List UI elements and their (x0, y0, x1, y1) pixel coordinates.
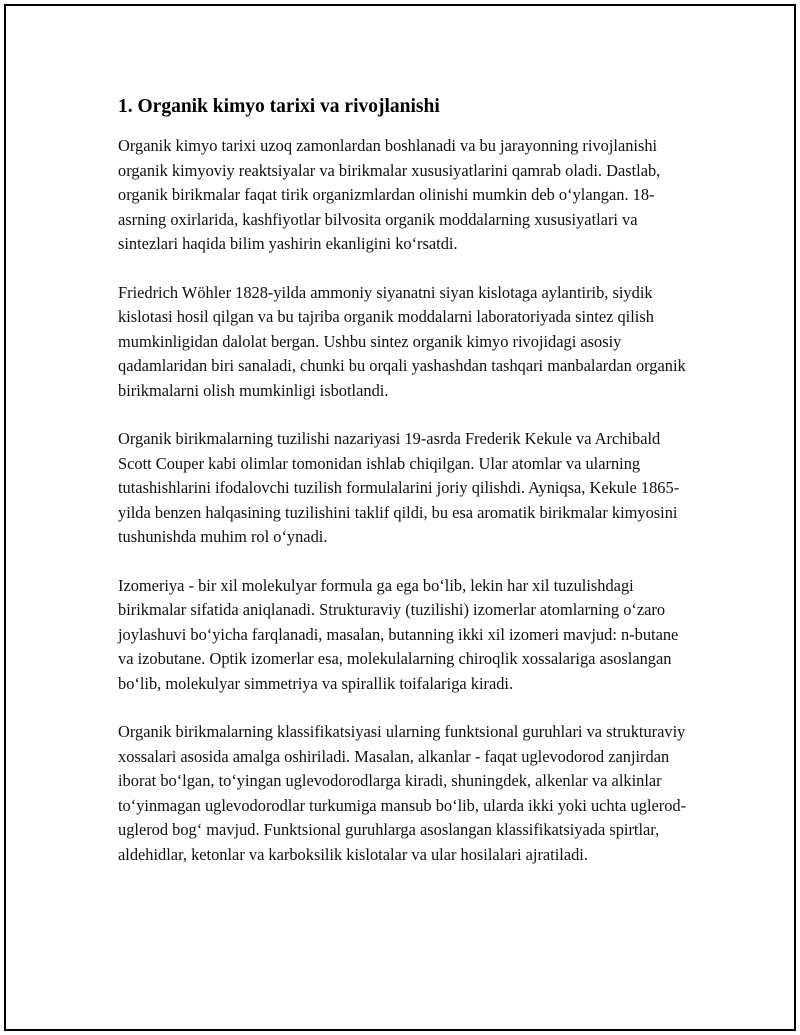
paragraph-isomerism: Izomeriya - bir xil molekulyar formula ga ega bo‘lib, lekin har xil tuzulishdagi birikmalar sifatida aniqlanadi. Strukturaviy (tuzilishi) izomerlar atomlarning o‘zaro joylashuvi bo‘yicha farqlanadi, masalan, butanning ikki xil izomeri mavjud: n-butane va izobutane. Optik izomerlar esa, molekulalarning chiroqlik xossalariga asoslangan bo‘lib, molekulyar simmetriya va spirallik toifalariga kiradi. (118, 575, 679, 693)
paragraph-classification: Organik birikmalarning klassifikatsiyasi ularning funktsional guruhlari va strukturaviy xossalari asosida amalga oshiriladi. Masalan, alkanlar - faqat uglevodorod zanjirdan iborat bo‘lgan, to‘yingan uglevodorodlarga kiradi, shuningdek, alkenlar va alkinlar to‘yinmagan uglevodorodlar turkumiga mansub bo‘lib, ularda ikki yoki uchta uglerod-uglerod bog‘ mavjud. Funktsional guruhlarga asoslangan klassifikatsiyada spirtlar, aldehidlar, ketonlar va karboksilik kislotalar va ular hosilalari ajratiladi. (118, 722, 687, 864)
paragraph-wohler: Friedrich Wöhler 1828-yilda ammoniy siyanatni siyan kislotaga aylantirib, siydik kislotasi hosil qilgan va bu tajriba organik moddalarni laboratoriyada sintez qilish mumkinligidan dalolat bergan. Ushbu sintez organik kimyo rivojidagi asosiy qadamlaridan biri sanaladi, chunki bu orqali yashashdan tashqari manbalardan organik birikmalarni olish mumkinligi isbotlandi. (118, 282, 686, 400)
paragraph-history: Organik kimyo tarixi uzoq zamonlardan boshlanadi va bu jarayonning rivojlanishi organik kimyoviy reaktsiyalar va birikmalar xususiyatlarini qamrab oladi. Dastlab, organik birikmalar faqat tirik organizmlardan olinishi mumkin deb o‘ylangan. 18-asrning oxirlarida, kashfiyotlar bilvosita organik moddalarning xususiyatlari va sintezlari haqida bilim yashirin ekanligini ko‘rsatdi. (118, 136, 661, 253)
section-heading: 1. Organik kimyo tarixi va rivojlanishi (118, 96, 440, 117)
paragraph-structure-theory: Organik birikmalarning tuzilishi nazariyasi 19-asrda Frederik Kekule va Archibald Scott Couper kabi olimlar tomonidan ishlab chiqilgan. Ular atomlar va ularning tutashishlarini ifodalovchi tuzilish formulalarini joriy qilishdi. Ayniqsa, Kekule 1865-yilda benzen halqasining tuzilishini taklif qildi, bu esa aromatik birikmalar kimyosini tushunishda muhim rol o‘ynadi. (118, 429, 680, 546)
document-body (118, 94, 690, 891)
